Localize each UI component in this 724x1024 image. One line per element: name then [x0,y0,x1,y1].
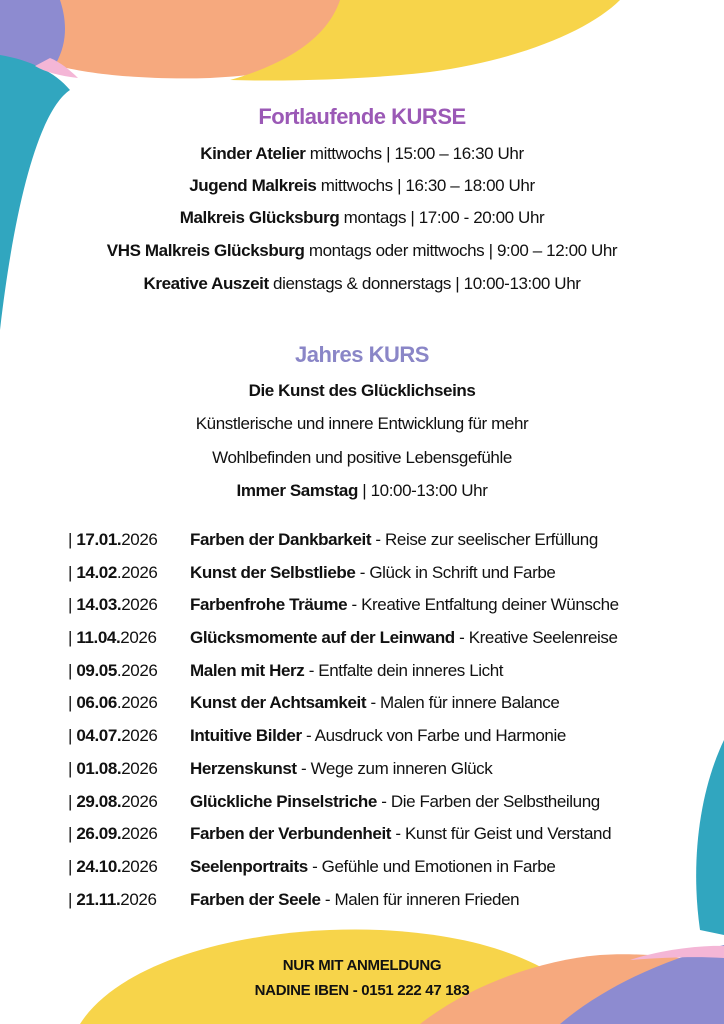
session-title: Farben der Seele - Malen für inneren Frieden [190,889,520,909]
session-row [68,857,718,890]
session-title: Kunst der Selbstliebe - Glück in Schrift und Farbe [190,562,556,582]
session-date: | 14.02.2026 [68,562,158,582]
session-row [68,890,718,923]
course-line [0,208,724,228]
course-line [0,241,724,261]
session-date: | 11.04.2026 [68,628,157,648]
session-row [68,726,718,759]
session-title: Glücksmomente auf der Leinwand - Kreative Seelenreise [190,628,618,648]
course-time: dienstags & donnerstags | 10:00-13:00 Uhr [268,274,581,293]
jahres-title: Die Kunst des Glücklichseins [248,381,476,400]
session-list [68,530,718,922]
session-title: Farben der Verbundenheit - Kunst für Geist und Verstand [190,824,612,844]
session-row [68,792,718,825]
session-row [68,693,718,726]
session-row [68,824,718,857]
session-row [68,595,718,628]
session-title: Kunst der Achtsamkeit - Malen für innere Balance [190,693,560,713]
course-time: mittwochs | 15:00 – 16:30 Uhr [305,144,524,163]
session-title: Farbenfrohe Träume - Kreative Entfaltung deiner Wünsche [190,595,619,615]
course-name: Kinder Atelier [200,144,306,163]
session-date: | 24.10.2026 [68,856,158,876]
session-date: | 14.03.2026 [68,595,158,615]
session-date: | 06.06.2026 [68,693,158,713]
jahres-description-2: Wohlbefinden und positive Lebensgefühle [212,448,512,467]
footer-contact: NADINE IBEN - 0151 222 47 183 [254,982,470,999]
course-line [0,144,724,164]
jahres-schedule [0,481,724,501]
schedule-time: | 10:00-13:00 Uhr [357,481,488,500]
session-title: Intuitive Bilder - Ausdruck von Farbe und Harmonie [190,726,566,746]
fortlaufend-heading: Fortlaufende KURSE [258,104,466,129]
session-date: | 04.07.2026 [68,726,158,746]
course-line [0,274,724,294]
session-row [68,759,718,792]
course-name: Jugend Malkreis [189,176,317,195]
course-name: VHS Malkreis Glücksburg [106,241,305,260]
course-time: montags | 17:00 - 20:00 Uhr [339,208,545,227]
session-row [68,661,718,694]
course-name: Kreative Auszeit [143,274,269,293]
session-date: | 09.05.2026 [68,660,158,680]
course-name: Malkreis Glücksburg [179,208,340,227]
session-title: Herzenskunst - Wege zum inneren Glück [190,758,493,778]
session-date: | 21.11.2026 [68,889,157,909]
course-line [0,176,724,196]
session-date: | 01.08.2026 [68,758,158,778]
session-row [68,530,718,563]
footer-registration: NUR MIT ANMELDUNG [282,957,442,974]
session-row [68,628,718,661]
jahres-description-1: Künstlerische und innere Entwicklung für mehr [195,414,529,433]
session-title: Glückliche Pinselstriche - Die Farben der Selbstheilung [190,791,600,811]
jahres-heading: Jahres KURS [295,342,429,367]
session-date: | 29.08.2026 [68,791,158,811]
session-row [68,563,718,596]
session-title: Seelenportraits - Gefühle und Emotionen in Farbe [190,856,556,876]
session-date: | 26.09.2026 [68,824,158,844]
course-time: mittwochs | 16:30 – 18:00 Uhr [316,176,535,195]
course-time: montags oder mittwochs | 9:00 – 12:00 Uhr [304,241,618,260]
session-title: Farben der Dankbarkeit - Reise zur seelischer Erfüllung [190,530,598,549]
session-title: Malen mit Herz - Entfalte dein inneres Licht [190,660,504,680]
session-date: | 17.01.2026 [68,530,158,549]
schedule-label: Immer Samstag [236,481,358,500]
